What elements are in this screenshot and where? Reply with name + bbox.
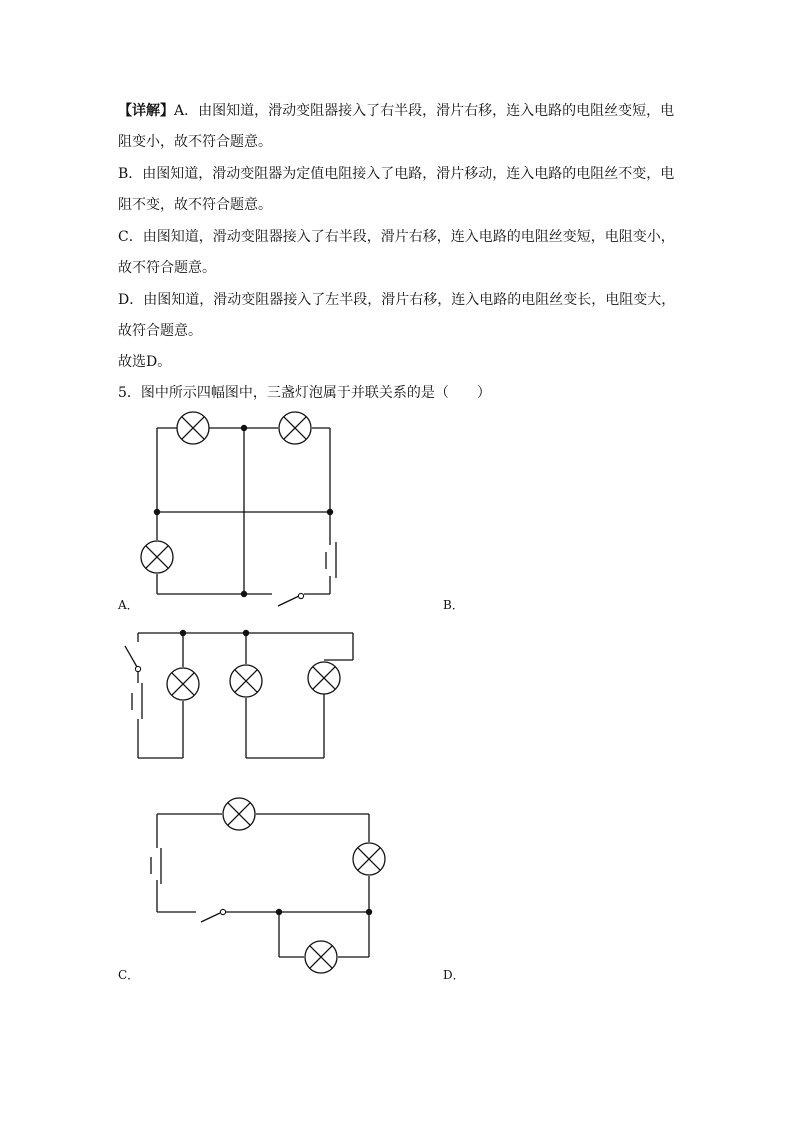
option-c-label: C．	[118, 968, 140, 982]
junction-dot	[180, 630, 186, 636]
lamp-icon	[279, 412, 311, 444]
junction-dot	[241, 591, 247, 597]
explanation-line-8: 故符合题意。	[118, 323, 202, 339]
lamp-icon	[305, 941, 337, 973]
switch-contact	[135, 666, 140, 671]
explanation-line-2: 阻变小，故不符合题意。	[118, 134, 272, 150]
question-stem: 5．图中所示四幅图中，三盏灯泡属于并联关系的是（ ）	[118, 385, 491, 401]
option-b-label: B．	[443, 598, 464, 612]
junction-dot	[276, 909, 282, 915]
junction-dot	[366, 909, 372, 915]
lamp-icon	[177, 412, 209, 444]
switch-contact	[220, 909, 225, 914]
junction-dot	[241, 425, 247, 431]
answer-line: 故选D。	[118, 354, 172, 370]
lamp-icon	[141, 541, 173, 573]
explanation-line-7: D．由图知道，滑动变阻器接入了左半段，滑片右移，连入电路的电阻丝变长，电阻变大，	[118, 292, 676, 308]
explanation-line-6: 故不符合题意。	[118, 260, 216, 276]
lamp-icon	[353, 843, 385, 875]
detail-heading: 【详解】	[118, 103, 174, 119]
option-d-label: D．	[443, 968, 465, 982]
explanation-line-4: 阻不变，故不符合题意。	[118, 197, 272, 213]
junction-dot	[154, 509, 160, 515]
lamp-icon	[223, 798, 255, 830]
explanation-line-5: C．由图知道，滑动变阻器接入了右半段，滑片右移，连入电路的电阻丝变短，电阻变小，	[118, 229, 675, 245]
switch-contact	[298, 593, 303, 598]
junction-dot	[243, 630, 249, 636]
junction-dot	[327, 509, 333, 515]
lamp-icon	[167, 668, 199, 700]
option-a-label: A．	[118, 598, 139, 612]
lamp-icon	[308, 662, 340, 694]
explanation-line-3: B．由图知道，滑动变阻器为定值电阻接入了电路，滑片移动，连入电路的电阻丝不变，电	[118, 166, 675, 182]
explanation-line-1: 【详解】A．由图知道，滑动变阻器接入了右半段，滑片右移，连入电路的电阻丝变短，电	[118, 103, 675, 119]
lamp-icon	[230, 665, 262, 697]
